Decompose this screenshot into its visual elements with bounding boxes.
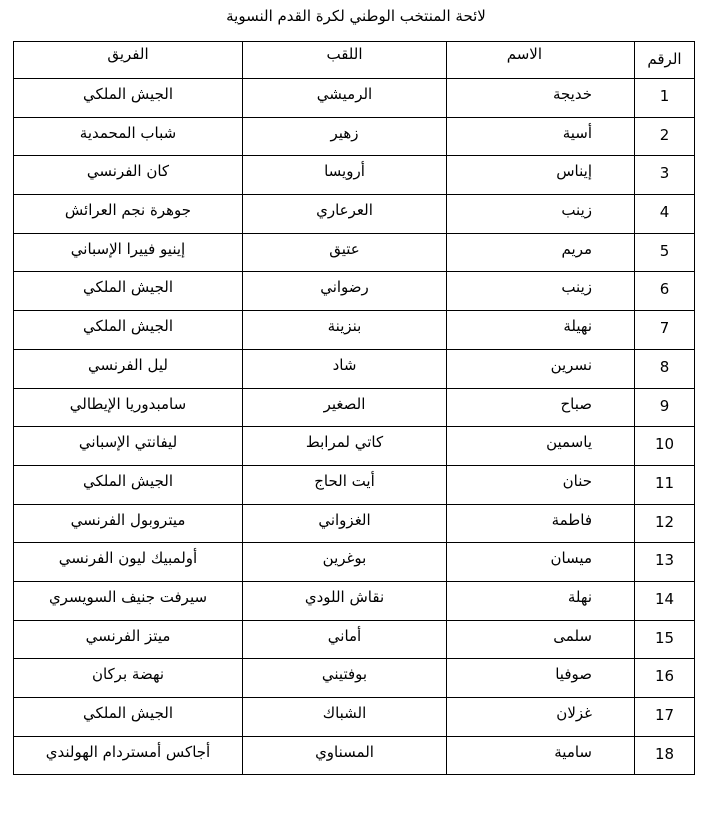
cell-name: ميسان — [447, 543, 635, 582]
cell-name: مريم — [447, 233, 635, 272]
cell-nickname: عتيق — [243, 233, 447, 272]
roster-body — [14, 79, 695, 775]
cell-number: 5 — [635, 233, 695, 272]
cell-number: 1 — [635, 79, 695, 118]
cell-team: الجيش الملكي — [14, 698, 243, 737]
cell-name: نهيلة — [447, 311, 635, 350]
cell-name: خديجة — [447, 79, 635, 118]
cell-name: ياسمين — [447, 427, 635, 466]
cell-team: الجيش الملكي — [14, 465, 243, 504]
cell-nickname: الرميشي — [243, 79, 447, 118]
cell-number: 15 — [635, 620, 695, 659]
header-row — [14, 42, 695, 79]
cell-nickname: أرويسا — [243, 156, 447, 195]
cell-number: 9 — [635, 388, 695, 427]
cell-number: 12 — [635, 504, 695, 543]
table-row — [14, 79, 695, 118]
cell-number: 17 — [635, 698, 695, 737]
cell-name: غزلان — [447, 698, 635, 737]
cell-nickname: نقاش اللودي — [243, 581, 447, 620]
header-team: الفريق — [14, 42, 243, 79]
cell-name: زينب — [447, 272, 635, 311]
cell-name: سلمى — [447, 620, 635, 659]
cell-nickname: أماني — [243, 620, 447, 659]
cell-team: ليفانتي الإسباني — [14, 427, 243, 466]
header-name: الاسم — [447, 42, 635, 79]
cell-nickname: كاتي لمرابط — [243, 427, 447, 466]
cell-nickname: أيت الحاج — [243, 465, 447, 504]
cell-name: حنان — [447, 465, 635, 504]
cell-team: سامبدوريا الإيطالي — [14, 388, 243, 427]
table-row — [14, 156, 695, 195]
roster-table — [13, 41, 695, 775]
cell-nickname: بوفتيني — [243, 659, 447, 698]
cell-team: الجيش الملكي — [14, 272, 243, 311]
cell-nickname: العرعاري — [243, 195, 447, 234]
cell-name: نسرين — [447, 349, 635, 388]
cell-nickname: الصغير — [243, 388, 447, 427]
cell-team: ميتروبول الفرنسي — [14, 504, 243, 543]
cell-team: كان الفرنسي — [14, 156, 243, 195]
cell-team: ليل الفرنسي — [14, 349, 243, 388]
cell-nickname: الغزواني — [243, 504, 447, 543]
cell-number: 8 — [635, 349, 695, 388]
header-nickname: اللقب — [243, 42, 447, 79]
cell-team: سيرفت جنيف السويسري — [14, 581, 243, 620]
table-row — [14, 311, 695, 350]
cell-nickname: زهير — [243, 117, 447, 156]
table-row — [14, 698, 695, 737]
document-title: لائحة المنتخب الوطني لكرة القدم النسوية — [226, 7, 486, 25]
table-row — [14, 233, 695, 272]
table-row — [14, 581, 695, 620]
cell-number: 7 — [635, 311, 695, 350]
cell-number: 14 — [635, 581, 695, 620]
table-row — [14, 659, 695, 698]
cell-nickname: بنزينة — [243, 311, 447, 350]
cell-nickname: الشباك — [243, 698, 447, 737]
table-row — [14, 736, 695, 775]
table-row — [14, 195, 695, 234]
cell-team: ميتز الفرنسي — [14, 620, 243, 659]
cell-name: فاطمة — [447, 504, 635, 543]
cell-number: 11 — [635, 465, 695, 504]
cell-number: 4 — [635, 195, 695, 234]
table-row — [14, 465, 695, 504]
cell-team: شباب المحمدية — [14, 117, 243, 156]
cell-team: أجاكس أمستردام الهولندي — [14, 736, 243, 775]
cell-number: 18 — [635, 736, 695, 775]
header-number: الرقم — [635, 42, 695, 79]
table-row — [14, 504, 695, 543]
cell-team: جوهرة نجم العرائش — [14, 195, 243, 234]
cell-team: أولمبيك ليون الفرنسي — [14, 543, 243, 582]
cell-team: نهضة بركان — [14, 659, 243, 698]
cell-team: الجيش الملكي — [14, 79, 243, 118]
cell-name: صوفيا — [447, 659, 635, 698]
table-row — [14, 272, 695, 311]
cell-number: 3 — [635, 156, 695, 195]
cell-nickname: رضواني — [243, 272, 447, 311]
cell-number: 6 — [635, 272, 695, 311]
table-row — [14, 388, 695, 427]
cell-nickname: شاد — [243, 349, 447, 388]
cell-name: سامية — [447, 736, 635, 775]
cell-team: الجيش الملكي — [14, 311, 243, 350]
table-row — [14, 117, 695, 156]
cell-name: إيناس — [447, 156, 635, 195]
table-row — [14, 427, 695, 466]
cell-nickname: المسناوي — [243, 736, 447, 775]
table-row — [14, 349, 695, 388]
table-row — [14, 543, 695, 582]
cell-team: إينيو فييرا الإسباني — [14, 233, 243, 272]
cell-number: 16 — [635, 659, 695, 698]
cell-name: زينب — [447, 195, 635, 234]
cell-number: 10 — [635, 427, 695, 466]
table-row — [14, 620, 695, 659]
cell-name: نهلة — [447, 581, 635, 620]
cell-number: 13 — [635, 543, 695, 582]
cell-number: 2 — [635, 117, 695, 156]
cell-name: صباح — [447, 388, 635, 427]
cell-name: أسية — [447, 117, 635, 156]
cell-nickname: بوغرين — [243, 543, 447, 582]
